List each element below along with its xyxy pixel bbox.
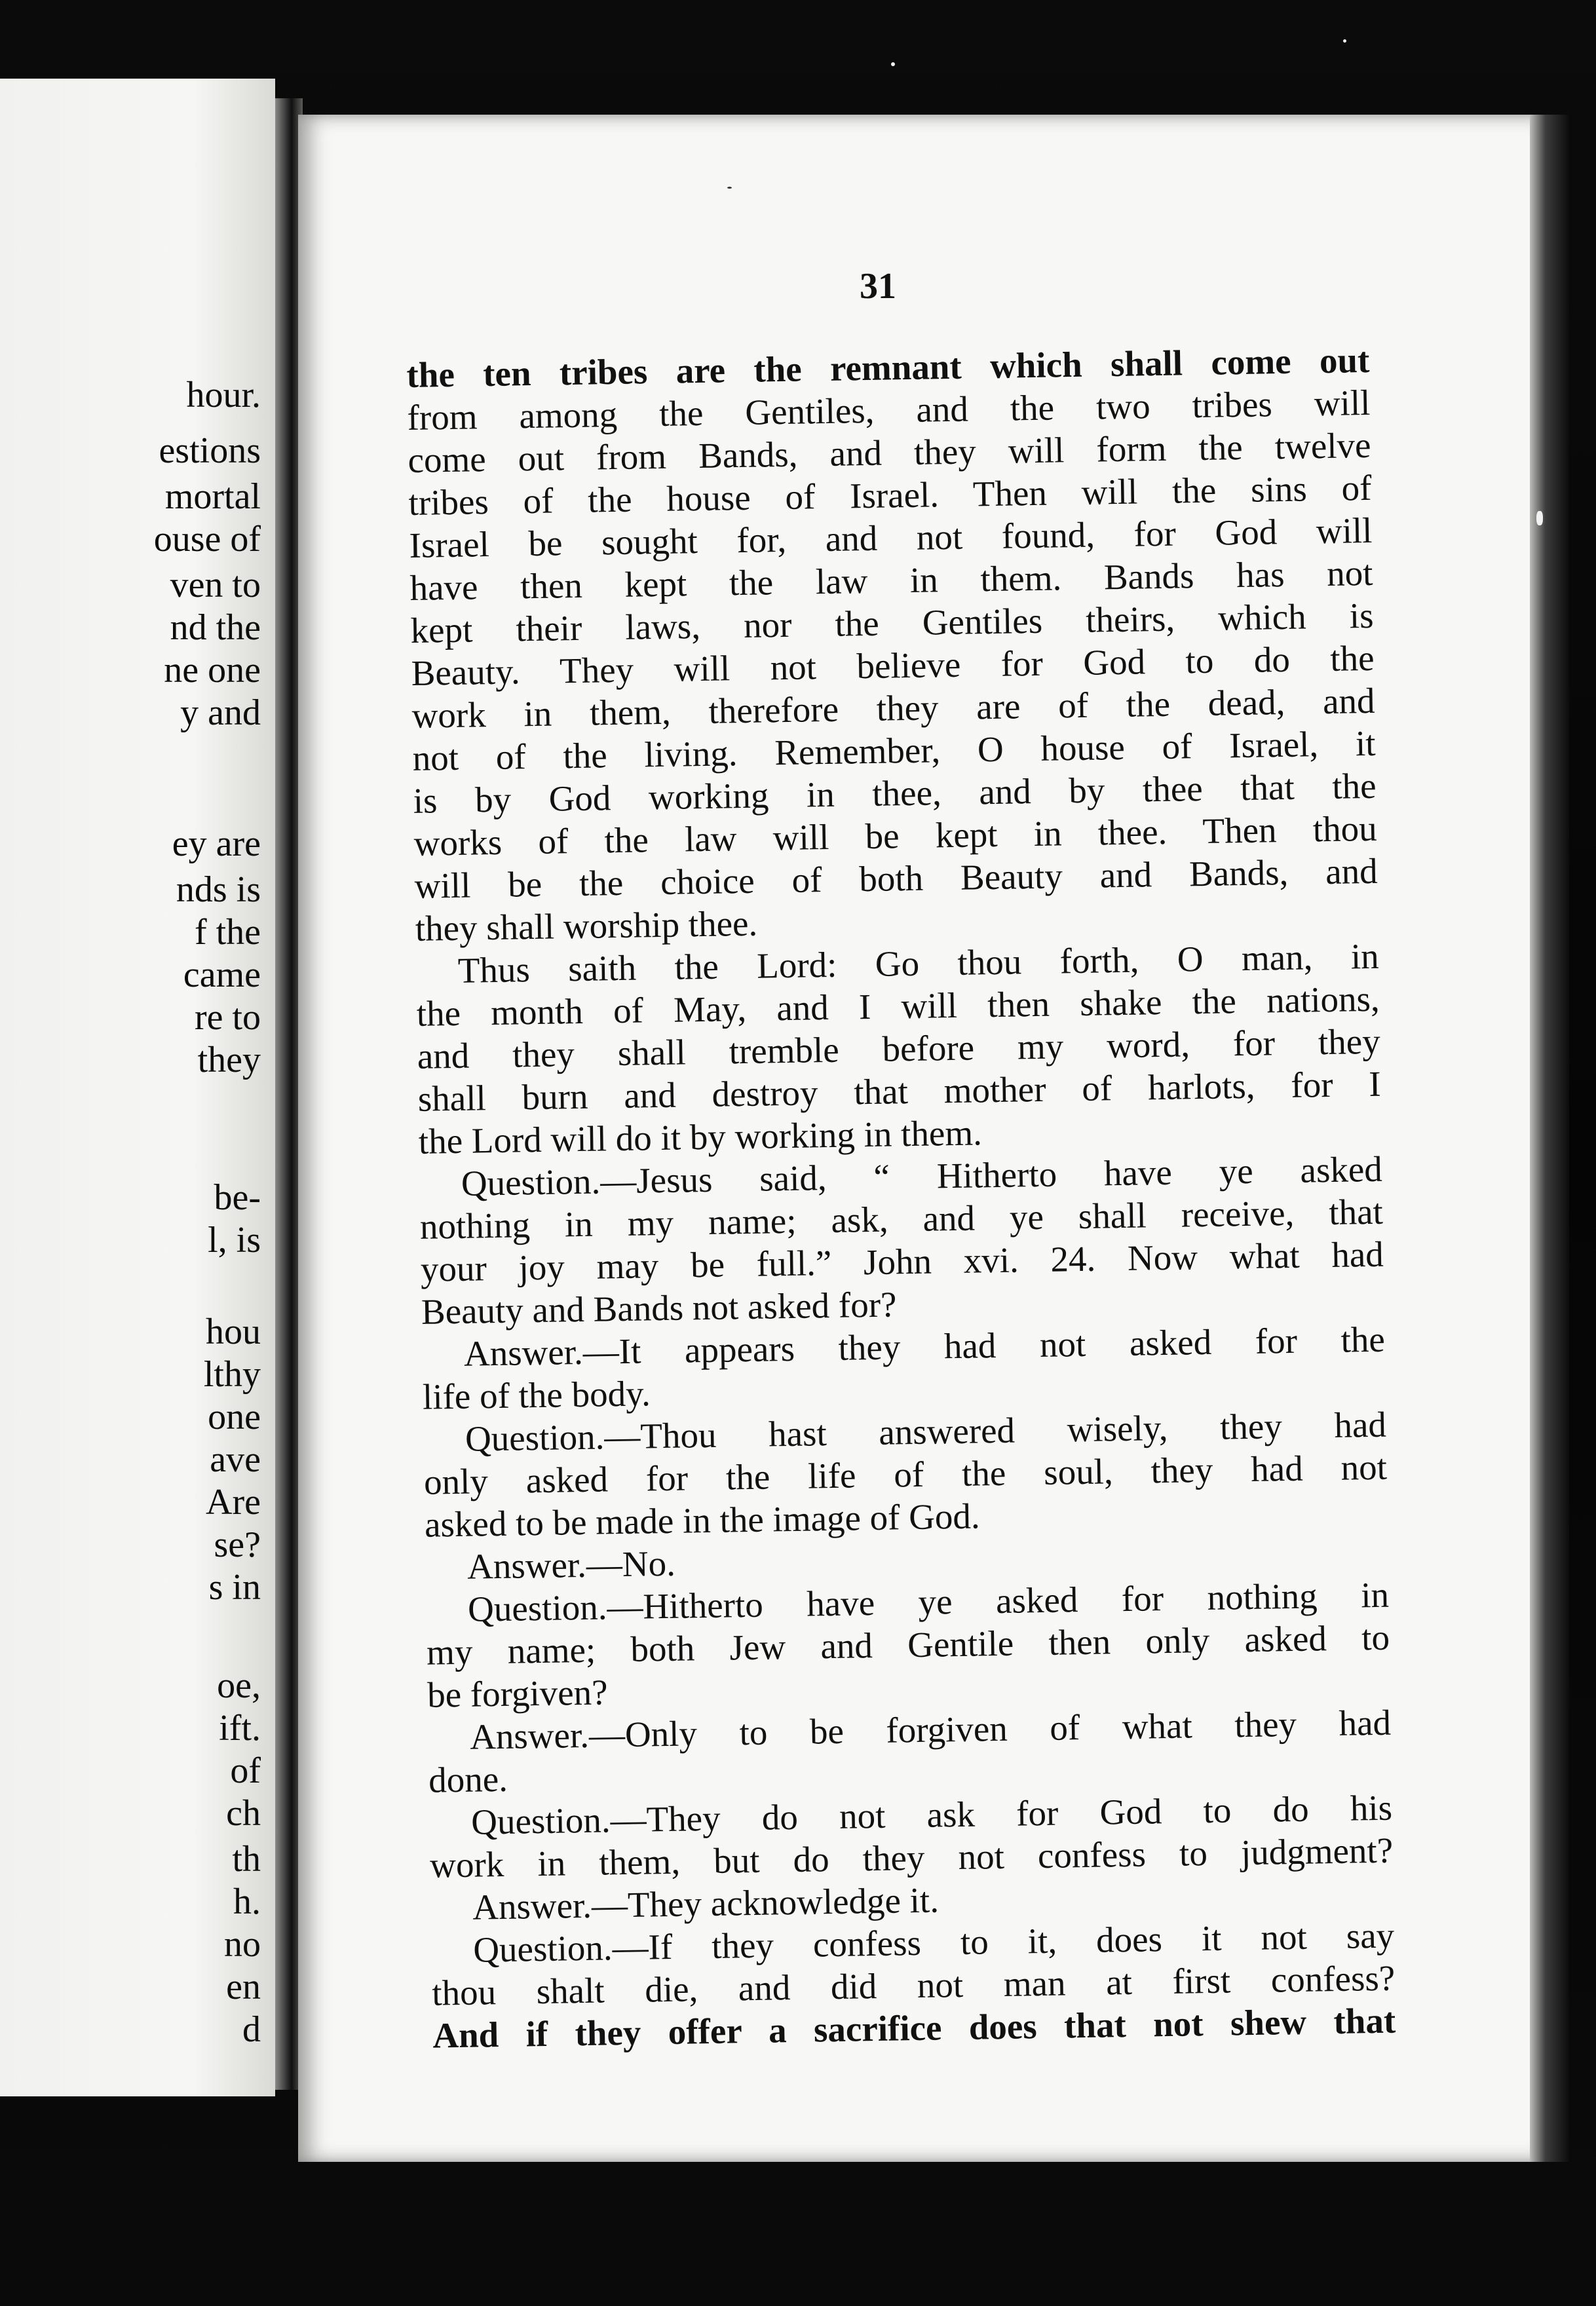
left-page-fragment: Are [206, 1482, 261, 1522]
left-page-fragment: ave [210, 1439, 261, 1480]
text-line: they shall worship thee. [415, 903, 758, 949]
left-page-fragment: h. [233, 1881, 261, 1922]
text-line: Question.—Hitherto have ye asked for nothing in [467, 1574, 1390, 1629]
text-line: kept their laws, nor the Gentiles theirs, which is [410, 595, 1374, 651]
text-line: Israel be sought for, and not found, for God will [409, 510, 1373, 565]
left-page-fragment: came [183, 955, 261, 995]
film-speck [727, 187, 732, 189]
text-line: Beauty and Bands not asked for? [421, 1284, 897, 1332]
text-line: asked to be made in the image of God. [424, 1496, 981, 1545]
text-line: come out from Bands, and they will form the twelve [408, 425, 1371, 480]
text-line: your joy may be full.” John xvi. 24. Now what had [420, 1234, 1384, 1289]
text-line: Answer.—It appears they had not asked for the [463, 1319, 1386, 1374]
text-line: not of the living. Remember, O house of Israel, it [412, 723, 1376, 778]
text-line: Thus saith the Lord: Go thou forth, O man, in [457, 936, 1380, 991]
text-line: nothing in my name; ask, and ye shall receive, that [419, 1191, 1384, 1247]
text-line: thou shalt die, and did not man at first confess? [431, 1957, 1396, 2013]
text-line: Answer.—They acknowledge it. [472, 1880, 940, 1927]
left-page-fragment: th [232, 1839, 261, 1880]
text-line: work in them, but do they not confess to judgment? [429, 1830, 1394, 1885]
film-speck [1343, 39, 1346, 43]
page-edge-shadow [1530, 115, 1569, 2162]
left-page-fragment: ey are [172, 823, 261, 864]
left-page-fragment: of [230, 1750, 261, 1791]
text-line: the ten tribes are the remnant which shall come out [406, 339, 1370, 395]
text-line: be forgiven? [427, 1672, 609, 1715]
film-speck [1536, 511, 1543, 525]
text-line: Question.—They do not ask for God to do his [470, 1787, 1393, 1842]
left-page-fragment: they [197, 1040, 261, 1080]
left-page-fragment: ven to [170, 565, 261, 605]
text-line: from among the Gentiles, and the two tribes will [407, 382, 1371, 438]
text-line: Question.—Thou hast answered wisely, they had [465, 1404, 1387, 1459]
left-page-fragment: re to [194, 997, 261, 1038]
left-page-fragment: lthy [203, 1354, 261, 1395]
left-page-fragment: estions [159, 430, 261, 471]
left-page-fragment: ift. [219, 1708, 261, 1748]
left-page-fragment: ouse of [153, 519, 261, 559]
left-page-fragment: oe, [217, 1665, 261, 1706]
text-line: will be the choice of both Beauty and Bands, and [414, 850, 1378, 906]
text-line: done. [428, 1758, 508, 1800]
text-line: works of the law will be kept in thee. Then thou [413, 808, 1378, 863]
page-number: 31 [860, 266, 896, 307]
page-body-text [406, 339, 1396, 2057]
text-line: Question.—Jesus said, “ Hitherto have ye asked [461, 1148, 1383, 1203]
left-page-fragment: ne one [164, 650, 261, 690]
text-line: Beauty. They will not believe for God to do the [411, 637, 1375, 693]
text-line: the month of May, and I will then shake the nations, [416, 978, 1380, 1034]
left-page-fragment: f the [194, 912, 261, 953]
left-page-fragment: l, is [208, 1220, 261, 1260]
left-page-fragment: nd the [170, 607, 261, 648]
left-page-fragment: no [224, 1924, 261, 1965]
text-line: shall burn and destroy that mother of harlots, for I [417, 1063, 1382, 1119]
text-line: the Lord will do it by working in them. [418, 1112, 983, 1162]
left-page-fragment: hou [206, 1312, 261, 1352]
left-page-fragment: hour. [186, 375, 261, 415]
left-page-fragment: ch [226, 1793, 261, 1834]
text-line: Answer.—No. [466, 1543, 676, 1587]
text-line: is by God working in thee, and by thee that the [413, 765, 1377, 821]
left-page-fragment: se? [214, 1524, 261, 1565]
text-line: Question.—If they confess to it, does it not say [472, 1915, 1395, 1970]
left-page-fragment: d [242, 2009, 261, 2050]
text-line: have then kept the law in them. Bands has not [409, 552, 1373, 608]
left-page-text-fragments [0, 79, 261, 2096]
left-page-fragment: mortal [164, 476, 261, 517]
text-line: And if they offer a sacrifice does that not shew that [432, 2000, 1396, 2056]
text-line: and they shall tremble before my word, for they [417, 1021, 1381, 1076]
left-page-fragment: be- [214, 1177, 261, 1218]
text-line: life of the body. [422, 1373, 651, 1417]
left-page-fragment: y and [180, 692, 261, 733]
text-line: my name; both Jew and Gentile then only asked to [426, 1617, 1390, 1673]
left-page-fragment: nds is [176, 869, 261, 910]
text-line: work in them, therefore they are of the dead, and [411, 680, 1375, 736]
text-line: tribes of the house of Israel. Then will the sins of [408, 467, 1372, 523]
left-page-fragment: one [208, 1397, 261, 1437]
left-facing-page [0, 79, 275, 2096]
text-line: Answer.—Only to be forgiven of what they had [469, 1702, 1392, 1757]
film-speck [891, 62, 895, 66]
left-page-fragment: s in [208, 1567, 261, 1608]
left-page-fragment: en [226, 1967, 261, 2007]
text-line: only asked for the life of the soul, they had not [423, 1446, 1388, 1502]
